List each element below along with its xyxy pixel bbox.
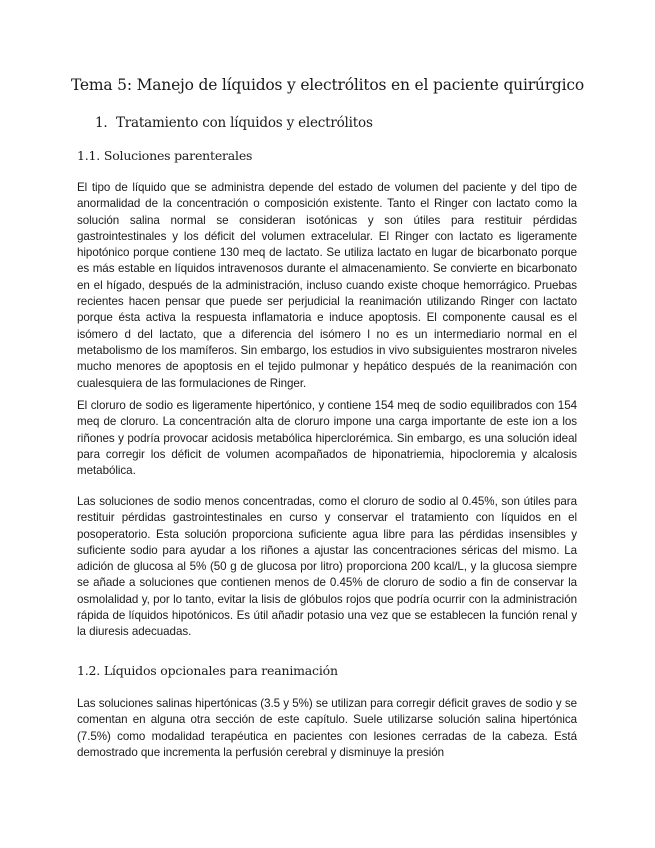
paragraph: El cloruro de sodio es ligeramente hipertónico, y contiene 154 meq de sodio equilibrados con 154 meq de cloruro. La concentración alta de cloruro impone una carga importante de este ion a los riñones y podría provocar acidosis metabólica hiperclorémica. Sin embargo, es una solución ideal para corregir los déficit de volumen acompañados de hiponatriemia, hipocloremia y alcalosis metabólica.	[77, 399, 577, 478]
section-heading	[95, 115, 373, 131]
paragraph: Las soluciones de sodio menos concentradas, como el cloruro de sodio al 0.45%, son útiles para restituir pérdidas gastrointestinales en curso y conservar el tratamiento con líquidos en el posoperatorio. Esta solución proporciona suficiente agua libre para las pérdidas insensibles y suficiente sodio para ayudar a los riñones a ajustar las concentraciones séricas del mismo. La adición de glucosa al 5% (50 g de glucosa por litro) proporciona 200 kcal/L, y la glucosa siempre se añade a soluciones que contienen menos de 0.45% de cloruro de sodio a fin de conservar la osmolalidad y, por lo tanto, evitar la lisis de glóbulos rojos que podría ocurrir con la administración rápida de líquidos hipotónicos. Es útil añadir potasio una vez que se establecen la función renal y la diuresis adecuadas.	[77, 495, 577, 639]
section-heading-text: Tratamiento con líquidos y electrólitos	[116, 115, 373, 131]
subsection-heading: 1.1. Soluciones parenterales	[77, 148, 253, 163]
document-title: Tema 5: Manejo de líquidos y electrólitos en el paciente quirúrgico	[70, 76, 585, 94]
section-number: 1.	[95, 115, 108, 131]
subsection-heading: 1.2. Líquidos opcionales para reanimación	[77, 663, 338, 678]
paragraph: El tipo de líquido que se administra depende del estado de volumen del paciente y del tipo de anormalidad de la concentración o composición existente. Tanto el Ringer con lactato como la solución salina normal se consideran isotónicas y son útiles para restituir pérdidas gastrointestinales y los déficit del volumen extracelular. El Ringer con lactato es ligeramente hipotónico porque contiene 130 meq de lactato. Se utiliza lactato en lugar de bicarbonato porque es más estable en líquidos intravenosos durante el almacenamiento. Se convierte en bicarbonato en el hígado, después de la administración, incluso cuando existe choque hemorrágico. Pruebas recientes hacen pensar que puede ser perjudicial la reanimación utilizando Ringer con lactato porque ésta activa la respuesta inflamatoria e induce apoptosis. El componente causal es el isómero d del lactato, que a diferencia del isómero l no es un intermediario normal en el metabolismo de los mamíferos. Sin embargo, los estudios in vivo subsiguientes mostraron niveles mucho menores de apoptosis en el tejido pulmonar y hepático después de la reanimación con cualesquiera de las formulaciones de Ringer.	[77, 181, 577, 390]
paragraph: Las soluciones salinas hipertónicas (3.5 y 5%) se utilizan para corregir déficit graves de sodio y se comentan en alguna otra sección de este capítulo. Suele utilizarse solución salina hipertónica (7.5%) como modalidad terapéutica en pacientes con lesiones cerradas de la cabeza. Está demostrado que incrementa la perfusión cerebral y disminuye la presión	[77, 697, 577, 759]
